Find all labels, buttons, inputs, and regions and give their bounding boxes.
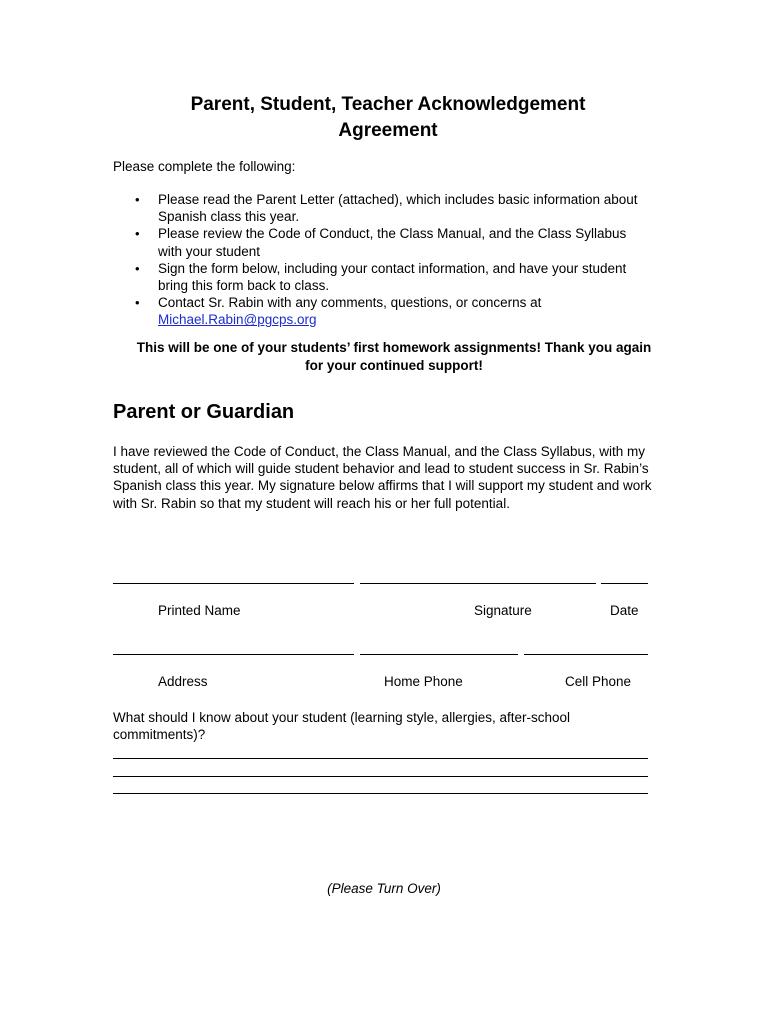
list-item [113,260,653,294]
answer-line-2[interactable] [113,776,648,777]
answer-line-1[interactable] [113,758,648,759]
home-phone-line[interactable] [360,654,518,655]
list-item [113,191,653,225]
document-page [113,92,653,512]
title-line-1: Parent, Student, Teacher Acknowledgement [190,94,586,115]
acknowledgement-statement: I have reviewed the Code of Conduct, the Class Manual, and the Class Syllabus, with my student, all of which will guide student behavior and lead to student success in Sr. Rabin’s Spanish class this year. My signature below affirms that I will support my student and work with Sr. Rabin so that my student will reach his or her full potential. [113,443,652,511]
email-link[interactable]: Michael.Rabin@pgcps.org [158,312,317,328]
list-item-text: Sign the form below, including your contact information, and have your student bring this form back to class. [158,260,627,294]
list-item [113,294,653,328]
signature-label: Signature [474,603,532,618]
title-line-2: Agreement [338,120,438,141]
section-heading: Parent or Guardian [113,400,295,423]
printed-name-line[interactable] [113,583,354,584]
page-title [113,92,653,144]
cell-phone-line[interactable] [524,654,648,655]
signature-line[interactable] [360,583,596,584]
address-line[interactable] [113,654,354,655]
bullet-icon: • [135,260,140,276]
turn-over-note: (Please Turn Over) [327,881,441,896]
thanks-note: This will be one of your students’ first homework assignments! Thank you again for your continued support! [136,339,652,373]
bullet-icon: • [135,192,140,207]
student-info-question: What should I know about your student (learning style, allergies, after-school commitments)? [113,710,570,743]
home-phone-label: Home Phone [384,674,463,689]
cell-phone-label: Cell Phone [565,674,632,689]
list-item-text: Contact Sr. Rabin with any comments, questions, or concerns at [158,295,542,311]
intro-text: Please complete the following: [113,159,296,174]
date-line[interactable] [601,583,648,584]
bullet-icon: • [135,226,140,242]
list-item-text: Please read the Parent Letter (attached), which includes basic information about Spanish class this year. [158,192,638,225]
date-label: Date [610,603,639,618]
list-item [113,225,653,259]
printed-name-label: Printed Name [158,603,241,618]
bullet-icon: • [135,295,140,311]
list-item-text: Please review the Code of Conduct, the Class Manual, and the Class Syllabus with your student [158,226,627,259]
instruction-list [113,191,653,329]
answer-line-3[interactable] [113,793,648,794]
address-label: Address [158,674,208,689]
